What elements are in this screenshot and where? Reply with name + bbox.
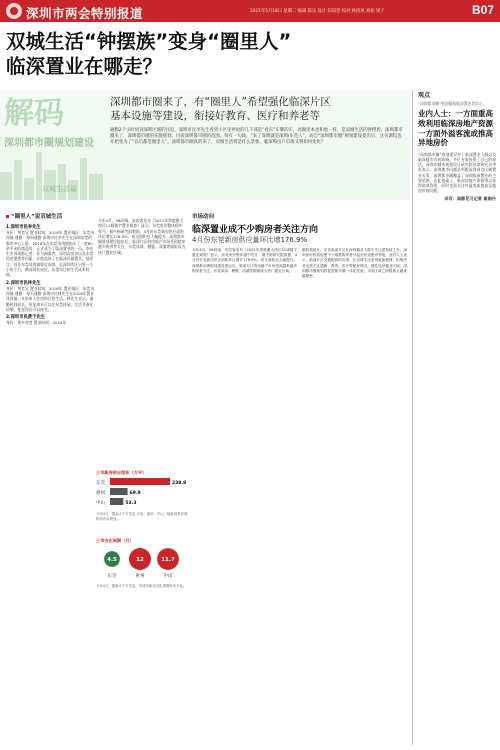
article-text: 今年4月，58同城、安居客发布《2021年粤港澳大湾区11城楼宇置业调查》显示，东莞房价整体稳中有升。据中指研究院数据，4月份东莞新房供应面积环比增长176.9%，成交面积也大幅提升。深圳都市圈规划建设提出后，临深片区的房地产市场受到越来越多购房者关注，东莞凤岗、塘厦、清溪等镇街成为热门置业区域。 xyxy=(192,248,297,273)
market-headline: 临深置业成不少购房者关注方向 xyxy=(192,225,319,235)
masthead xyxy=(0,0,500,22)
category-label: 中山 xyxy=(163,574,173,579)
profile-title: 3.深圳市民黄于先生 xyxy=(6,315,45,321)
skyline-building xyxy=(58,164,66,200)
headline-line1: 双城生活“钟摆族”变身“圈里人” xyxy=(6,30,292,53)
profiles-column-1 xyxy=(6,222,94,325)
market-column-1 xyxy=(192,248,297,274)
supply-chart-svg xyxy=(96,476,188,508)
data-bar xyxy=(110,488,128,495)
category-label: 东莞 xyxy=(107,574,117,579)
opinion-sidebar xyxy=(418,90,496,202)
skyline-building xyxy=(80,158,87,200)
supply-chart xyxy=(96,470,188,532)
data-label: 12 xyxy=(136,557,144,563)
chart-caption: 今年4月，据南大千方信息，各城市新房去化周期有所分化。 xyxy=(96,584,187,588)
skyline-building xyxy=(24,178,34,200)
hero-series-label: 双城生活篇 xyxy=(42,185,77,193)
cycle-chart-svg xyxy=(96,544,188,580)
skyline-building xyxy=(0,172,12,200)
data-label: 69.9 xyxy=(129,491,141,496)
data-bar xyxy=(110,478,170,485)
section-label-left: “圈里人”说双城生活 xyxy=(6,212,62,220)
skyline-building xyxy=(14,160,22,200)
category-label: 中山 xyxy=(96,501,105,506)
hero-art-title: 解码 xyxy=(4,96,64,131)
skyline-building xyxy=(89,174,103,200)
lead-paragraph: 通勤2个小时同到深圳区域的往返，深圳市民李先生看到小区里停放的几千部是“看东”车牌的车，而圈里本也和他一样，是双城生活的钟摆族。深圳都市圈来了，深圳都市圈的实施规划。目前深圳都市圈的范围，将有一句政，“来了深圳就是深圳/东莞人”，而自“深圳都市圈”规划建设提出后，这句调侃也开始变为了“以后都是圈里人”。深圳都市圈真的来了，双城生活将是什么景象，临深购房户市场又将如何变化？ xyxy=(110,128,403,146)
chart-caption: 今年4月，据南大千方信息 东莞、惠州、中山三地新房供应面积均有所增加。 xyxy=(96,512,188,521)
profile-body: 身份：判者宝 置业时间：2016年 置业城区：东莞凤岗镇 通勤：每天通勤 深圳市民林先生在2016年置业凤岗镇，开始家人住房的日常生活。林先生表示，通勤时间较长，但是周末可以在东莞休闲，生活节奏比较慢，他觉得还可以接受。 xyxy=(6,285,95,312)
chart-title: 三市新房供应面积（万平） xyxy=(96,470,147,475)
masthead-meta: 2021年5月18日 星期二 编辑 陈乐 设计 知知老 校对 林清风 刘如 梁子 xyxy=(250,9,385,14)
profile-title: 2.深圳市民林先生 xyxy=(6,280,41,286)
cycle-chart xyxy=(96,538,188,608)
paper-name: 深圳市两会特别报道 xyxy=(26,6,144,21)
subhead-line2: 基本设施等建设，衔接好教育、医疗和养老等 xyxy=(110,110,320,122)
profile-body: 身份：黄多智者 置业时间：2019年 xyxy=(6,320,67,326)
category-label: 东莞 xyxy=(96,481,105,486)
data-label: 238.8 xyxy=(172,481,187,486)
article-column-2 xyxy=(98,218,186,255)
hero-art-plan: 深圳都市圈规划建设 xyxy=(4,138,94,149)
category-label: 惠州 xyxy=(96,491,105,496)
chart-title: 三市去化周期（月） xyxy=(96,538,134,543)
market-column-2 xyxy=(302,248,407,279)
sidebar-tag: 观点 xyxy=(418,92,431,99)
article-text: 据机构统计，东莞临深片区在深圳置业人群中关注度持续上升，深圳房价较高促使不少刚需购房者外溢至东莞惠州等地。业内人士表示，临深片区交通配套的完善，让双城生活变得更加便捷，但购房者也需关注通勤、教育、医疗等配套情况，理性选择置业区域。深圳都市圈规划将促进都市圈一体化发展，未来区域之间联系会越来越紧密。 xyxy=(302,248,407,279)
data-label: 11.7 xyxy=(161,557,175,563)
page-number: B07 xyxy=(471,3,494,17)
column-divider xyxy=(412,90,413,745)
hero-banner xyxy=(0,90,410,200)
data-label: 53.3 xyxy=(125,501,137,506)
category-label: 惠州 xyxy=(135,574,145,579)
sidebar-headline: 业内人士：一方面重高效利用临深房地产资源一方面外溢客流或推高异地房价 xyxy=(418,109,493,148)
data-bar xyxy=(110,498,123,505)
data-label: 4.5 xyxy=(107,557,117,563)
sidebar-intro: “深圳都市圈”规划提振临深置业者信心 xyxy=(418,101,483,106)
profile-title: 1.深圳市民李先生 xyxy=(6,225,41,230)
profile-body: 身份：判者宝 置业时间：2018年 置业城区：东莞凤岗镇 通勤：每周通勤 深圳市民李先生在深圳东莞的都市中心上班，2018年在东莞凤岗镇购买了一套80余平米的商品房，正式成为了临深置业的一员。李先生告诉南都记者，作为刚需者，深圳高房价以及东莞购房便利等因素，让他选择了在临深区域置业。他坦言，首先东莞凤岗镇靠近深圳，去深圳市区只要一个小时左右，离深圳比较近，东莞周边的生活成本较低。 xyxy=(6,230,95,278)
sidebar-body: “深圳都市圈”规划建设对于临深置业人群以及临深楼市有何影响。多位专家投资了自己的看法。深圳市城市规划设计研究院首席研究员李雷表示，深圳楼市问题必须跟深圳周边区域置业关系，深圳都市圈覆盖了深圳临深置业的主要范围，在此基础上，临深房地产资源得以获得高效利用，同时也需关注外溢客流推高异地房价的问题。 xyxy=(418,151,496,194)
article-text: 今年4月，58同城、安居客发布《2021年粤港澳大湾区11城楼宇置业调查》显示，东莞房价整体稳中有升。据中指研究院数据，4月份东莞新房供应面积环比增长176.9%，成交面积也大幅提升。深圳都市圈规划建设提出后，临深片区的房地产市场受到越来越多购房者关注，东莞凤岗、塘厦、清溪等镇街成为热门置业区域。 xyxy=(98,218,186,255)
headline-line2: 临深置业在哪走？ xyxy=(6,55,163,78)
byline: 采写：南都见习记者 崔娟丹 xyxy=(444,196,496,202)
section-label-right: 市场动向 xyxy=(192,214,215,220)
subhead-line1: 深圳都市圈来了，有“圈里人”希望强化临深片区 xyxy=(110,96,331,108)
market-subhead: 4月份东莞新房供应量环比增176.9% xyxy=(192,236,308,244)
newspaper-logo-icon xyxy=(6,3,22,19)
